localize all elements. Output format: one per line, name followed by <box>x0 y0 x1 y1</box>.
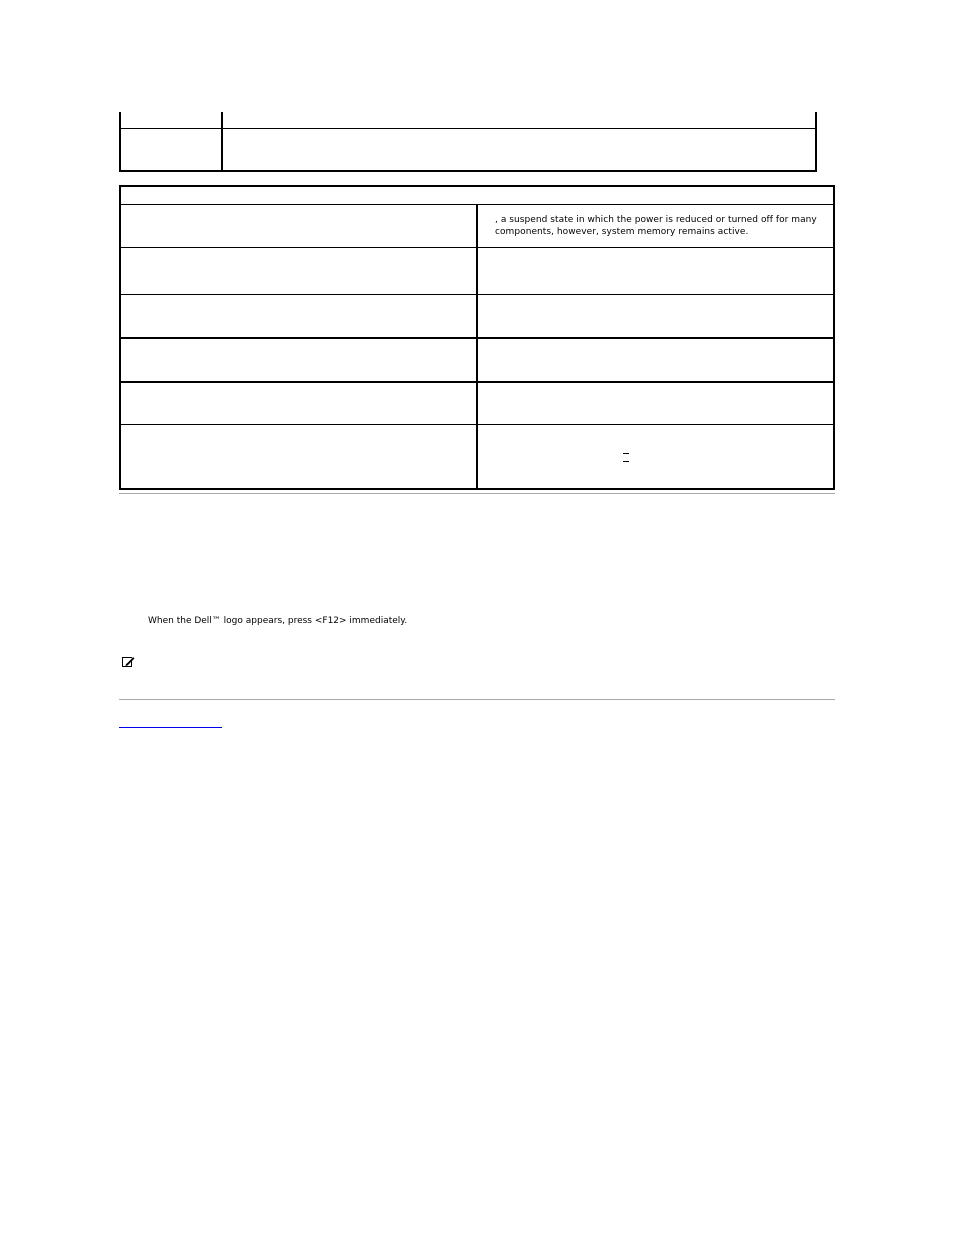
table-cell <box>477 338 834 382</box>
table-cell <box>222 112 816 129</box>
table-header <box>120 186 834 205</box>
boot-menu-step: When the Dell™ logo appears, press <F12> immediately. <box>148 616 408 626</box>
table-cell <box>120 338 477 382</box>
table-cell <box>120 112 222 129</box>
power-management-table <box>119 185 835 490</box>
table-cell <box>120 382 477 425</box>
table-row <box>120 248 834 295</box>
note-pencil-icon <box>122 653 135 666</box>
table-cell <box>120 205 477 248</box>
table-cell <box>120 129 222 172</box>
section-divider <box>119 699 835 700</box>
table-row <box>120 338 834 382</box>
table-cell <box>477 205 834 248</box>
section-divider <box>119 493 835 494</box>
table-cell <box>222 129 816 172</box>
table-row <box>120 425 834 490</box>
table-row <box>120 382 834 425</box>
table-row <box>120 295 834 339</box>
underscore-mark <box>623 461 629 462</box>
table-cell <box>120 425 477 490</box>
underscore-mark <box>623 453 629 454</box>
back-to-contents-link[interactable] <box>119 727 222 728</box>
standby-description: , a suspend state in which the power is reduced or turned off for many components, however, system memory remains active. <box>495 215 817 237</box>
table-cell <box>477 248 834 295</box>
table-cell <box>120 248 477 295</box>
table-cell <box>477 295 834 339</box>
underscore-marks <box>623 450 631 464</box>
table-row <box>120 205 834 248</box>
table-cell <box>477 382 834 425</box>
settings-table-continued <box>119 112 817 172</box>
table-cell <box>120 295 477 339</box>
table-cell <box>477 425 834 490</box>
